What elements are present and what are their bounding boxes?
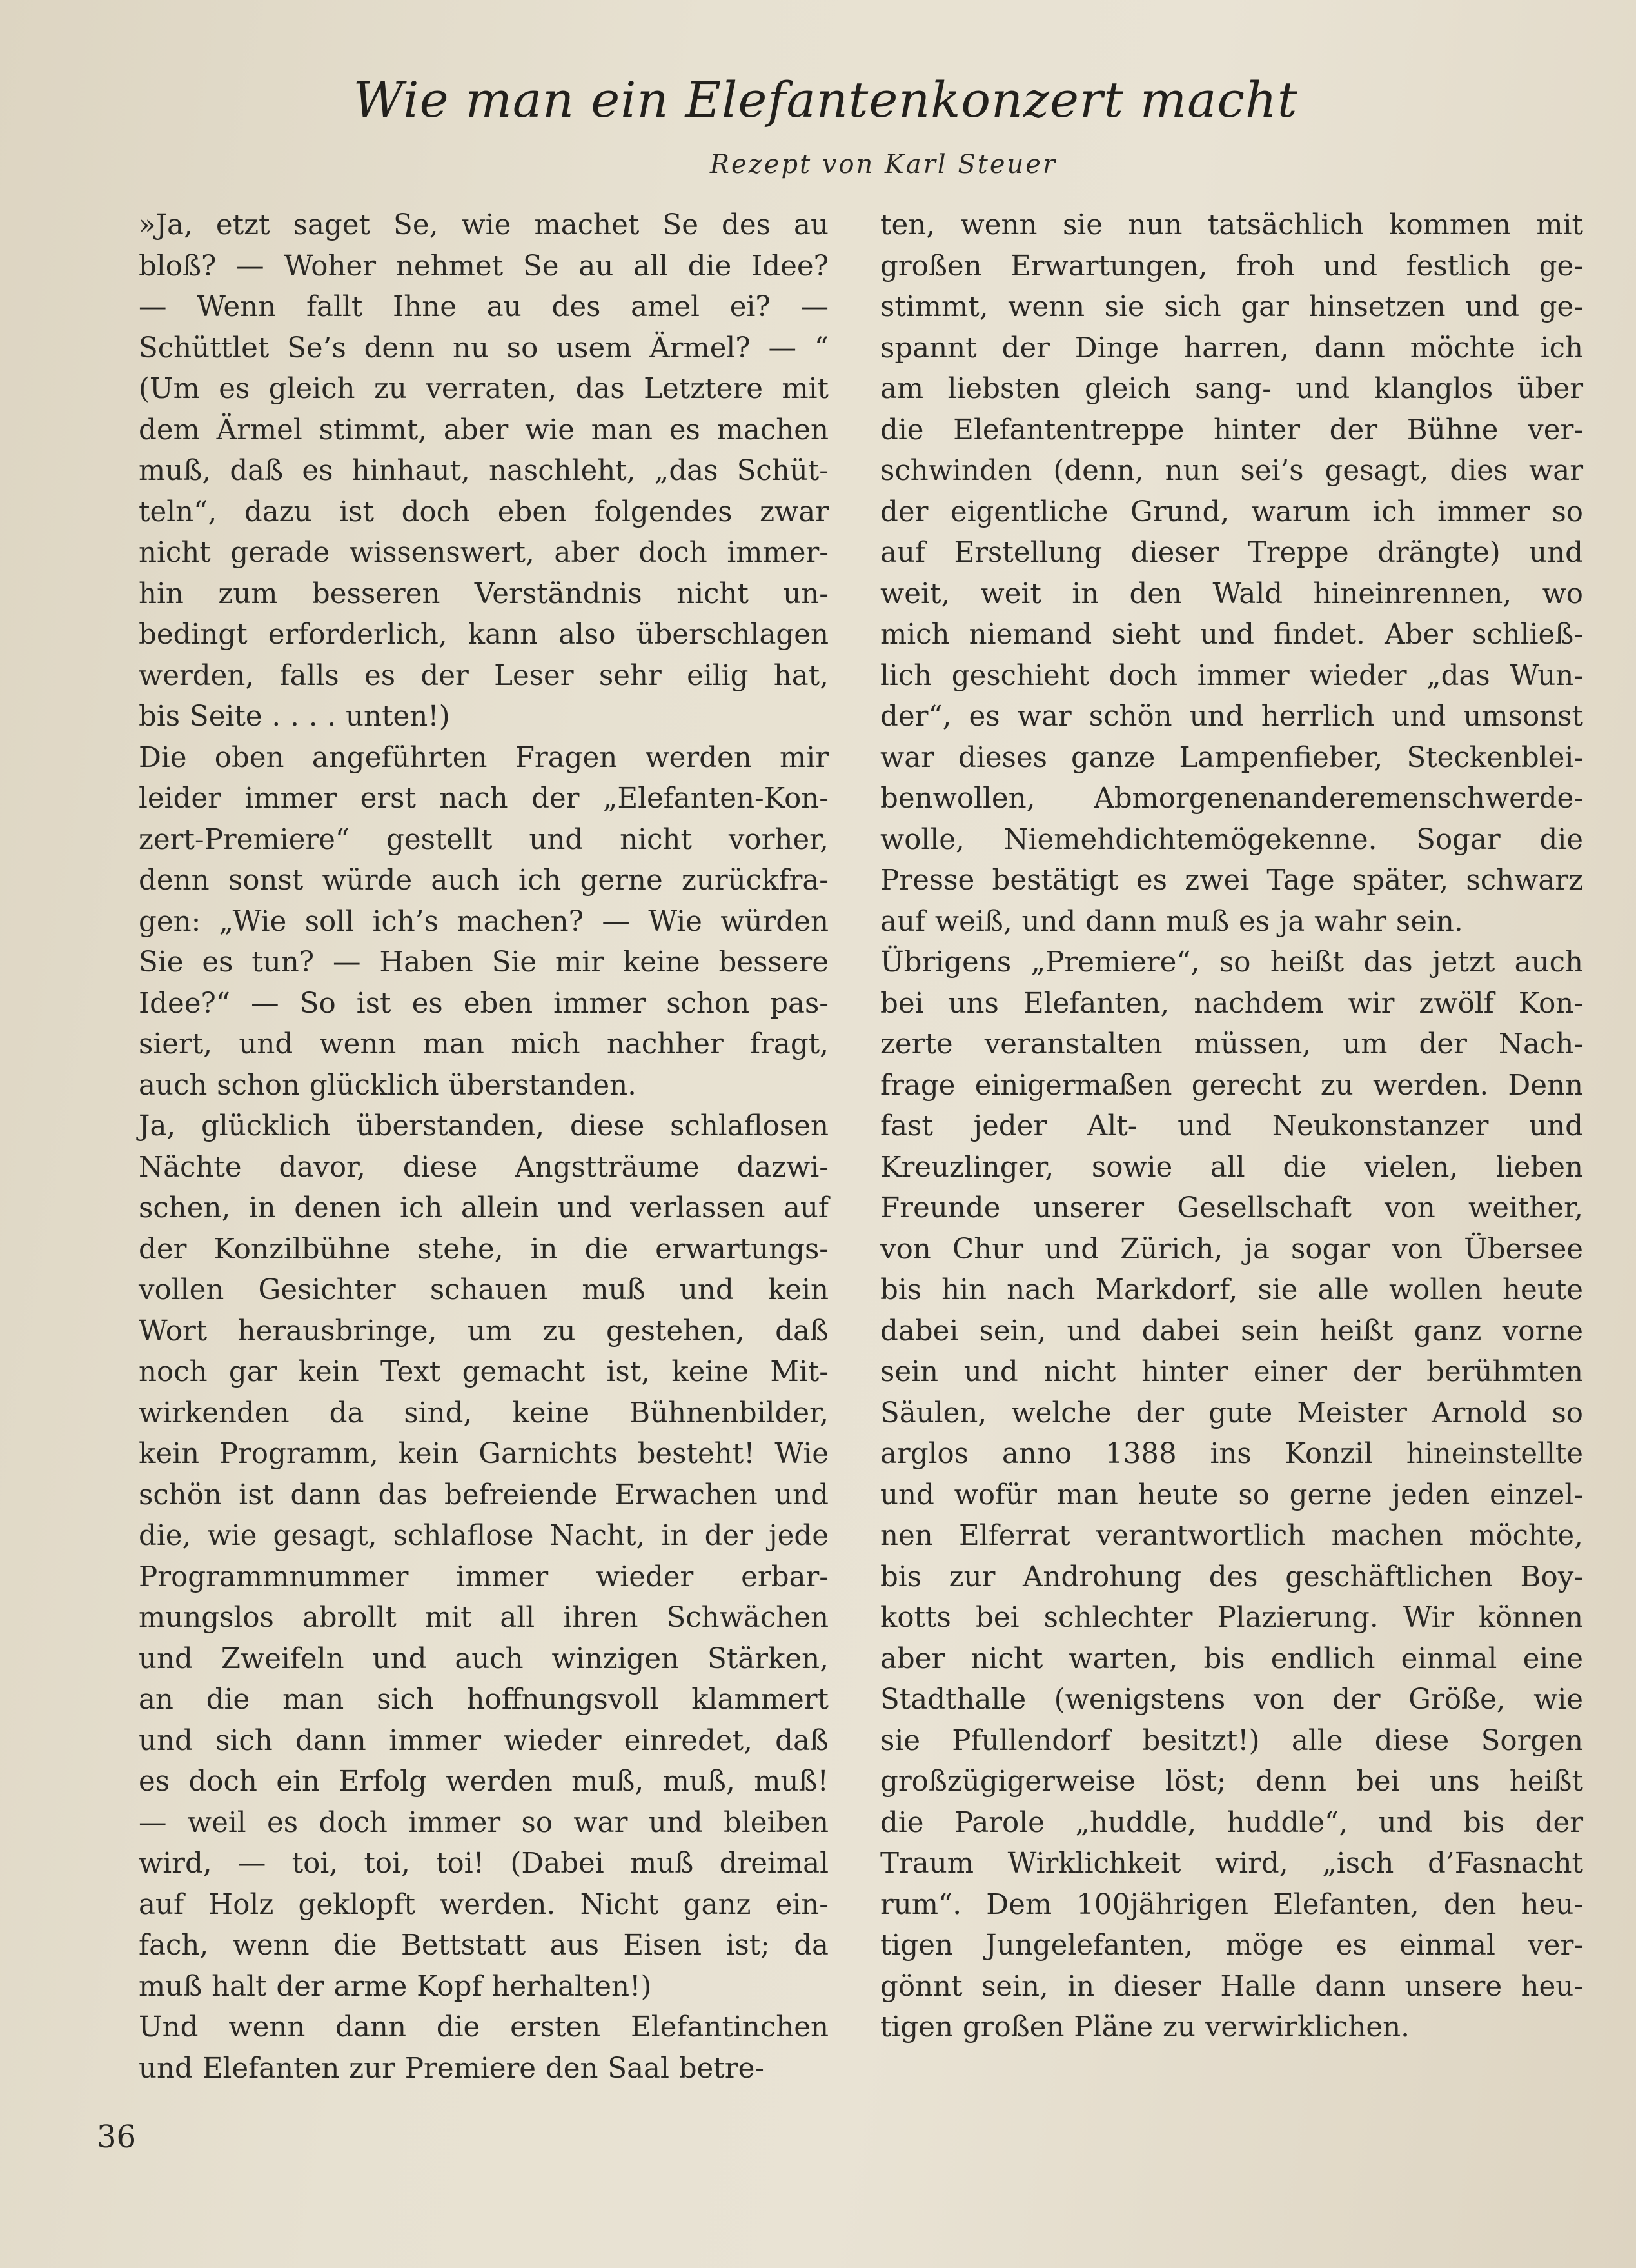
text-line: zert-Premiere“ gestellt und nicht vorher, [139, 823, 829, 856]
text-line: zerte veranstalten müssen, um der Nach- [880, 1028, 1583, 1060]
text-line: auf weiß, und dann muß es ja wahr sein. [880, 905, 1463, 938]
text-line: leider immer erst nach der „Elefanten-Kon- [139, 782, 829, 815]
text-line: Wort herausbringe, um zu gestehen, daß [139, 1315, 829, 1348]
text-line: denn sonst würde auch ich gerne zurückfra- [139, 864, 829, 897]
text-line: tigen Jungelefanten, möge es einmal ver- [880, 1929, 1583, 1962]
text-line: Presse bestätigt es zwei Tage später, schwarz [880, 864, 1583, 897]
text-line: tigen großen Pläne zu verwirklichen. [880, 2011, 1410, 2044]
left-text-column [139, 205, 829, 2089]
text-line: kotts bei schlechter Plazierung. Wir können [880, 1602, 1583, 1634]
text-line: wird, — toi, toi, toi! (Dabei muß dreimal [139, 1847, 829, 1880]
text-line: Übrigens „Premiere“, so heißt das jetzt auch [880, 946, 1583, 979]
text-line: Nächte davor, diese Angstträume dazwi- [139, 1151, 829, 1184]
text-line: die Elefantentreppe hinter der Bühne ver- [880, 413, 1583, 446]
text-line: die, wie gesagt, schlaflose Nacht, in der jede [139, 1520, 829, 1552]
text-line: Idee?“ — So ist es eben immer schon pas- [139, 987, 829, 1020]
text-line: frage einigermaßen gerecht zu werden. Denn [880, 1069, 1583, 1102]
text-line: noch gar kein Text gemacht ist, keine Mit- [139, 1356, 829, 1388]
text-line: Säulen, welche der gute Meister Arnold so [880, 1397, 1583, 1429]
text-line: hin zum besseren Verständnis nicht un- [139, 577, 829, 610]
text-line: kein Programm, kein Garnichts besteht! Wie [139, 1438, 829, 1470]
text-line: weit, weit in den Wald hineinrennen, wo [880, 577, 1583, 610]
text-line: es doch ein Erfolg werden muß, muß, muß! [139, 1766, 829, 1798]
text-line: siert, und wenn man mich nachher fragt, [139, 1028, 829, 1060]
article-title: Wie man ein Elefantenkonzert macht [353, 71, 1298, 128]
text-line: dabei sein, und dabei sein heißt ganz vorne [880, 1315, 1583, 1348]
text-line: der“, es war schön und herrlich und umsonst [880, 701, 1583, 733]
text-line: die Parole „huddle, huddle“, und bis der [880, 1806, 1583, 1839]
text-line: vollen Gesichter schauen muß und kein [139, 1274, 829, 1306]
text-line: der eigentliche Grund, warum ich immer so [880, 495, 1583, 528]
text-line: bloß? — Woher nehmet Se au all die Idee? [139, 250, 829, 283]
text-line: bei uns Elefanten, nachdem wir zwölf Kon- [880, 987, 1583, 1020]
text-line: (Um es gleich zu verraten, das Letztere mit [139, 373, 829, 405]
text-line: arglos anno 1388 ins Konzil hineinstellte [880, 1438, 1583, 1470]
text-line: am liebsten gleich sang- und klanglos über [880, 373, 1583, 405]
text-line: dem Ärmel stimmt, aber wie man es machen [139, 413, 829, 446]
text-line: großzügigerweise löst; denn bei uns heißt [880, 1766, 1583, 1798]
text-line: bis Seite . . . . unten!) [139, 701, 450, 733]
text-line: an die man sich hoffnungsvoll klammert [139, 1684, 829, 1716]
text-line: ten, wenn sie nun tatsächlich kommen mit [880, 209, 1583, 241]
text-line: bis zur Androhung des geschäftlichen Boy- [880, 1560, 1583, 1593]
text-line: schen, in denen ich allein und verlassen auf [139, 1192, 829, 1224]
text-line: auch schon glücklich überstanden. [139, 1069, 637, 1102]
text-line: muß, daß es hinhaut, naschleht, „das Schüt- [139, 455, 829, 487]
text-line: schön ist dann das befreiende Erwachen und [139, 1478, 829, 1511]
text-line: auf Erstellung dieser Treppe drängte) und [880, 537, 1583, 569]
text-line: Und wenn dann die ersten Elefantinchen [139, 2011, 829, 2044]
text-line: aber nicht warten, bis endlich einmal eine [880, 1642, 1583, 1675]
text-line: von Chur und Zürich, ja sogar von Übersee [880, 1233, 1583, 1266]
text-line: und wofür man heute so gerne jeden einzel- [880, 1478, 1583, 1511]
text-line: Programmnummer immer wieder erbar- [139, 1560, 829, 1593]
text-line: wirkenden da sind, keine Bühnenbilder, [139, 1397, 829, 1429]
article-byline: Rezept von Karl Steuer [709, 150, 1058, 179]
text-line: teln“, dazu ist doch eben folgendes zwar [139, 495, 829, 528]
text-line: spannt der Dinge harren, dann möchte ich [880, 332, 1583, 364]
text-line: auf Holz geklopft werden. Nicht ganz ein- [139, 1888, 829, 1921]
text-line: — weil es doch immer so war und bleiben [139, 1806, 829, 1839]
text-line: mich niemand sieht und findet. Aber schließ- [880, 619, 1583, 651]
text-line: Kreuzlinger, sowie all die vielen, lieben [880, 1151, 1583, 1184]
text-line: Die oben angeführten Fragen werden mir [139, 741, 829, 774]
text-line: fach, wenn die Bettstatt aus Eisen ist; da [139, 1929, 829, 1962]
text-line: Schüttlet Se’s denn nu so usem Ärmel? — “ [139, 332, 829, 364]
page-number: 36 [97, 2119, 137, 2155]
text-line: großen Erwartungen, froh und festlich ge- [880, 250, 1583, 283]
text-line: Sie es tun? — Haben Sie mir keine bessere [139, 946, 829, 979]
right-text-column [880, 205, 1583, 2049]
text-line: Ja, glücklich überstanden, diese schlaflosen [139, 1110, 829, 1142]
text-line: rum“. Dem 100jährigen Elefanten, den heu- [880, 1888, 1583, 1921]
text-line: benwollen, Abmorgenenanderemenschwerde- [880, 782, 1583, 815]
text-line: schwinden (denn, nun sei’s gesagt, dies war [880, 455, 1583, 487]
text-line: lich geschieht doch immer wieder „das Wun- [880, 659, 1583, 692]
text-line: »Ja, etzt saget Se, wie machet Se des au [139, 209, 829, 241]
text-line: werden, falls es der Leser sehr eilig hat, [139, 659, 829, 692]
text-line: nicht gerade wissenswert, aber doch immer- [139, 537, 829, 569]
text-line: bedingt erforderlich, kann also überschlagen [139, 619, 829, 651]
text-line: Stadthalle (wenigstens von der Größe, wie [880, 1684, 1583, 1716]
text-line: muß halt der arme Kopf herhalten!) [139, 1970, 652, 2003]
text-line: stimmt, wenn sie sich gar hinsetzen und ge- [880, 291, 1583, 323]
text-line: Traum Wirklichkeit wird, „isch d’Fasnacht [880, 1847, 1583, 1880]
text-line: mungslos abrollt mit all ihren Schwächen [139, 1602, 829, 1634]
text-line: Freunde unserer Gesellschaft von weither, [880, 1192, 1583, 1224]
text-line: war dieses ganze Lampenfieber, Steckenblei- [880, 741, 1583, 774]
text-line: — Wenn fallt Ihne au des amel ei? — [139, 291, 829, 323]
text-line: gen: „Wie soll ich’s machen? — Wie würden [139, 905, 829, 938]
text-line: der Konzilbühne stehe, in die erwartungs- [139, 1233, 829, 1266]
text-line: und Zweifeln und auch winzigen Stärken, [139, 1642, 829, 1675]
text-line: bis hin nach Markdorf, sie alle wollen heute [880, 1274, 1583, 1306]
text-line: fast jeder Alt- und Neukonstanzer und [880, 1110, 1583, 1142]
text-line: sie Pfullendorf besitzt!) alle diese Sorgen [880, 1724, 1583, 1757]
text-line: und Elefanten zur Premiere den Saal betre- [139, 2052, 765, 2085]
text-line: gönnt sein, in dieser Halle dann unsere heu- [880, 1970, 1583, 2003]
text-line: nen Elferrat verantwortlich machen möchte, [880, 1520, 1583, 1552]
text-line: wolle, Niemehdichtemögekenne. Sogar die [880, 823, 1583, 856]
text-line: und sich dann immer wieder einredet, daß [139, 1724, 829, 1757]
text-line: sein und nicht hinter einer der berühmten [880, 1356, 1583, 1388]
